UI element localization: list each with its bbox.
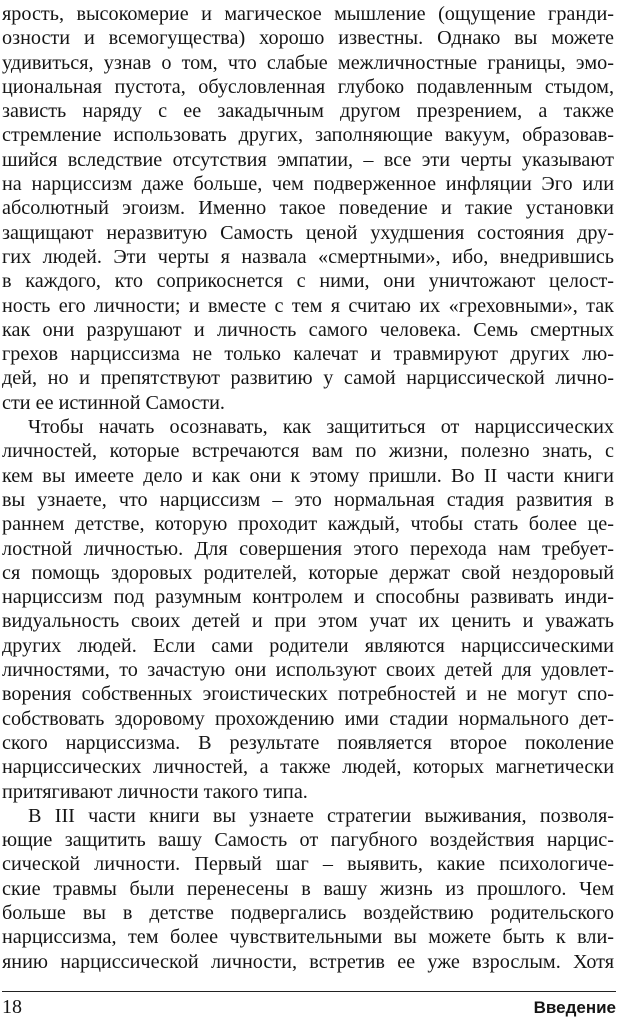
paragraph xyxy=(2,804,614,974)
text-line: как они разрушают и личность самого человека. Семь смертных xyxy=(2,318,614,341)
text-line: ся помощь здоровых родителей, которые держат свой нездоровый xyxy=(2,561,614,584)
text-line: Чтобы начать осознавать, как защититься от нарциссических xyxy=(28,416,614,439)
paragraph xyxy=(2,2,614,415)
text-line: ворения собственных эгоистических потребностей и не могут спо- xyxy=(2,683,614,706)
page-number: 18 xyxy=(2,996,22,1018)
text-line: ность его личности; и вместе с тем я считаю их «греховными», так xyxy=(2,294,614,317)
text-line: собствовать здоровому прохождению ими стадии нормального дет- xyxy=(2,707,614,730)
text-line: вы узнаете, что нарциссизм – это нормальная стадия развития в xyxy=(2,488,614,511)
text-line: нарциссических личностей, а также людей, которых магнетически xyxy=(2,756,614,779)
text-line: дей, но и препятствуют развитию у самой нарциссической лично- xyxy=(2,367,614,390)
text-line: янию нарциссической личности, встретив ее уже взрослым. Хотя xyxy=(2,950,614,973)
text-line: ские травмы были перенесены в вашу жизнь из прошлого. Чем xyxy=(2,877,614,900)
text-line: стремление использовать других, заполняющие вакуум, образовав- xyxy=(2,124,614,147)
text-line: на нарциссизм даже больше, чем подверженное инфляции Эго или xyxy=(2,173,614,196)
text-line: гих людей. Эти черты я назвала «смертными», ибо, внедрившись xyxy=(2,245,614,268)
text-line: озности и всемогущества) хорошо известны. Однако вы можете xyxy=(2,27,614,50)
text-line: ющие защитить вашу Самость от пагубного воздействия нарцис- xyxy=(2,829,614,852)
text-line: лостной личностью. Для совершения этого перехода нам требует- xyxy=(2,537,614,560)
text-line: шийся вследствие отсутствия эмпатии, – все эти черты указывают xyxy=(2,148,614,171)
text-line: раннем детстве, которую проходит каждый, чтобы стать более це- xyxy=(2,513,614,536)
text-line: абсолютный эгоизм. Именно такое поведение и такие установки xyxy=(2,197,614,220)
paragraph xyxy=(2,415,614,804)
footer-rule xyxy=(2,991,616,992)
body-text xyxy=(2,2,614,974)
text-line: сти ее истинной Самости. xyxy=(2,391,225,414)
text-line: личностей, которые встречаются вам по жизни, полезно знать, с xyxy=(2,440,614,463)
text-line: В III части книги вы узнаете стратегии выживания, позволя- xyxy=(28,804,614,827)
text-line: других людей. Если сами родители являются нарциссическими xyxy=(2,634,614,657)
text-line: нарциссизма, тем более чувствительными вы можете быть к вли- xyxy=(2,926,614,949)
text-line: видуальность своих детей и при этом учат их ценить и уважать xyxy=(2,610,614,633)
text-line: сической личности. Первый шаг – выявить, какие психологиче- xyxy=(2,853,614,876)
text-line: ярость, высокомерие и магическое мышление (ощущение гранди- xyxy=(2,3,614,25)
text-line: больше вы в детстве подвергались воздействию родительского xyxy=(2,901,614,924)
text-line: защищают неразвитую Самость ценой ухудшения состояния дру- xyxy=(2,221,614,244)
running-header: Введение xyxy=(533,998,616,1017)
text-line: кем вы имеете дело и как они к этому пришли. Во II части книги xyxy=(2,464,614,487)
text-line: притягивают личности такого типа. xyxy=(2,780,308,803)
text-line: личностями, то зачастую они используют своих детей для удовлет- xyxy=(2,659,614,682)
text-line: грехов нарциссизма не только калечат и травмируют других лю- xyxy=(2,343,614,366)
text-line: ского нарциссизма. В результате появляется второе поколение xyxy=(2,731,614,754)
text-line: в каждого, кто соприкоснется с ними, они уничтожают целост- xyxy=(2,270,614,293)
text-line: зависть наряду с ее закадычным другом презрением, а также xyxy=(2,100,614,123)
text-line: удивиться, узнав о том, что слабые межличностные границы, эмо- xyxy=(2,51,614,74)
text-line: нарциссизм под разумным контролем и способны развивать инди- xyxy=(2,586,614,609)
text-line: циональная пустота, обусловленная глубоко подавленным стыдом, xyxy=(2,75,614,98)
